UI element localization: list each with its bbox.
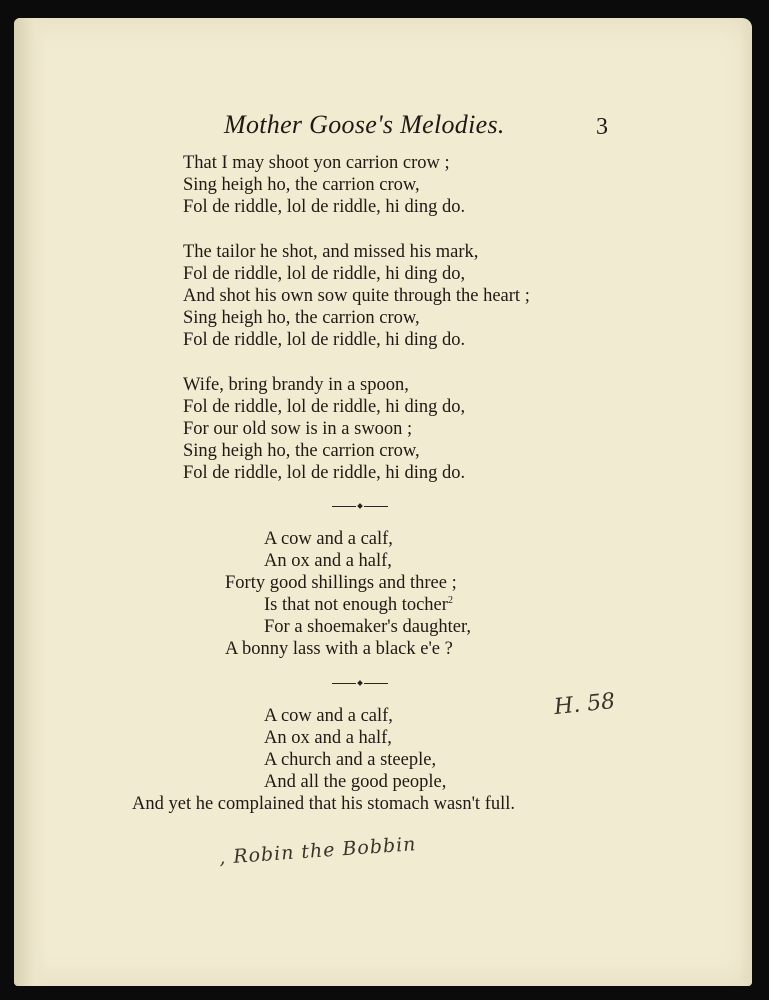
- page-gutter-shadow: [14, 18, 48, 986]
- verse-line: Fol de riddle, lol de riddle, hi ding do.: [183, 330, 466, 350]
- verse-line: And yet he complained that his stomach wasn't full.: [132, 794, 516, 814]
- verse-line: Fol de riddle, lol de riddle, hi ding do.: [183, 197, 466, 217]
- verse-line: The tailor he shot, and missed his mark,: [183, 242, 479, 262]
- verse-line: A bonny lass with a black e'e ?: [225, 639, 453, 659]
- page-number: 3: [596, 114, 608, 140]
- verse-line: Fol de riddle, lol de riddle, hi ding do,: [183, 397, 466, 417]
- verse-line: And all the good people,: [264, 772, 447, 792]
- verse-line: Sing heigh ho, the carrion crow,: [183, 175, 420, 195]
- verse-line: And shot his own sow quite through the heart ;: [183, 286, 530, 306]
- verse-line: Sing heigh ho, the carrion crow,: [183, 308, 420, 328]
- verse-line: An ox and a half,: [264, 728, 392, 748]
- book-page: [14, 18, 752, 986]
- verse-line: That I may shoot yon carrion crow ;: [183, 153, 450, 173]
- section-divider: [332, 679, 388, 688]
- verse-line: Fol de riddle, lol de riddle, hi ding do,: [183, 264, 466, 284]
- footnote-marker: 2: [447, 595, 453, 606]
- verse-line: For our old sow is in a swoon ;: [183, 419, 413, 439]
- verse-line: Forty good shillings and three ;: [225, 573, 457, 593]
- verse-line: For a shoemaker's daughter,: [264, 617, 472, 637]
- verse-line: A cow and a calf,: [264, 529, 393, 549]
- running-title: Mother Goose's Melodies.: [224, 110, 505, 139]
- handwritten-reference-note: H. 58: [552, 688, 617, 721]
- handwritten-title-note: , Robin the Bobbin: [218, 833, 418, 869]
- verse-line: Sing heigh ho, the carrion crow,: [183, 441, 420, 461]
- verse-line: Is that not enough tocher$^2$: [264, 595, 453, 615]
- verse-line: A church and a steeple,: [264, 750, 437, 770]
- verse-line: Wife, bring brandy in a spoon,: [183, 375, 409, 395]
- section-divider: [332, 502, 388, 511]
- verse-line: Fol de riddle, lol de riddle, hi ding do.: [183, 463, 466, 483]
- page-edge-shadow: [740, 18, 752, 986]
- verse-line: A cow and a calf,: [264, 706, 393, 726]
- verse-line: An ox and a half,: [264, 551, 392, 571]
